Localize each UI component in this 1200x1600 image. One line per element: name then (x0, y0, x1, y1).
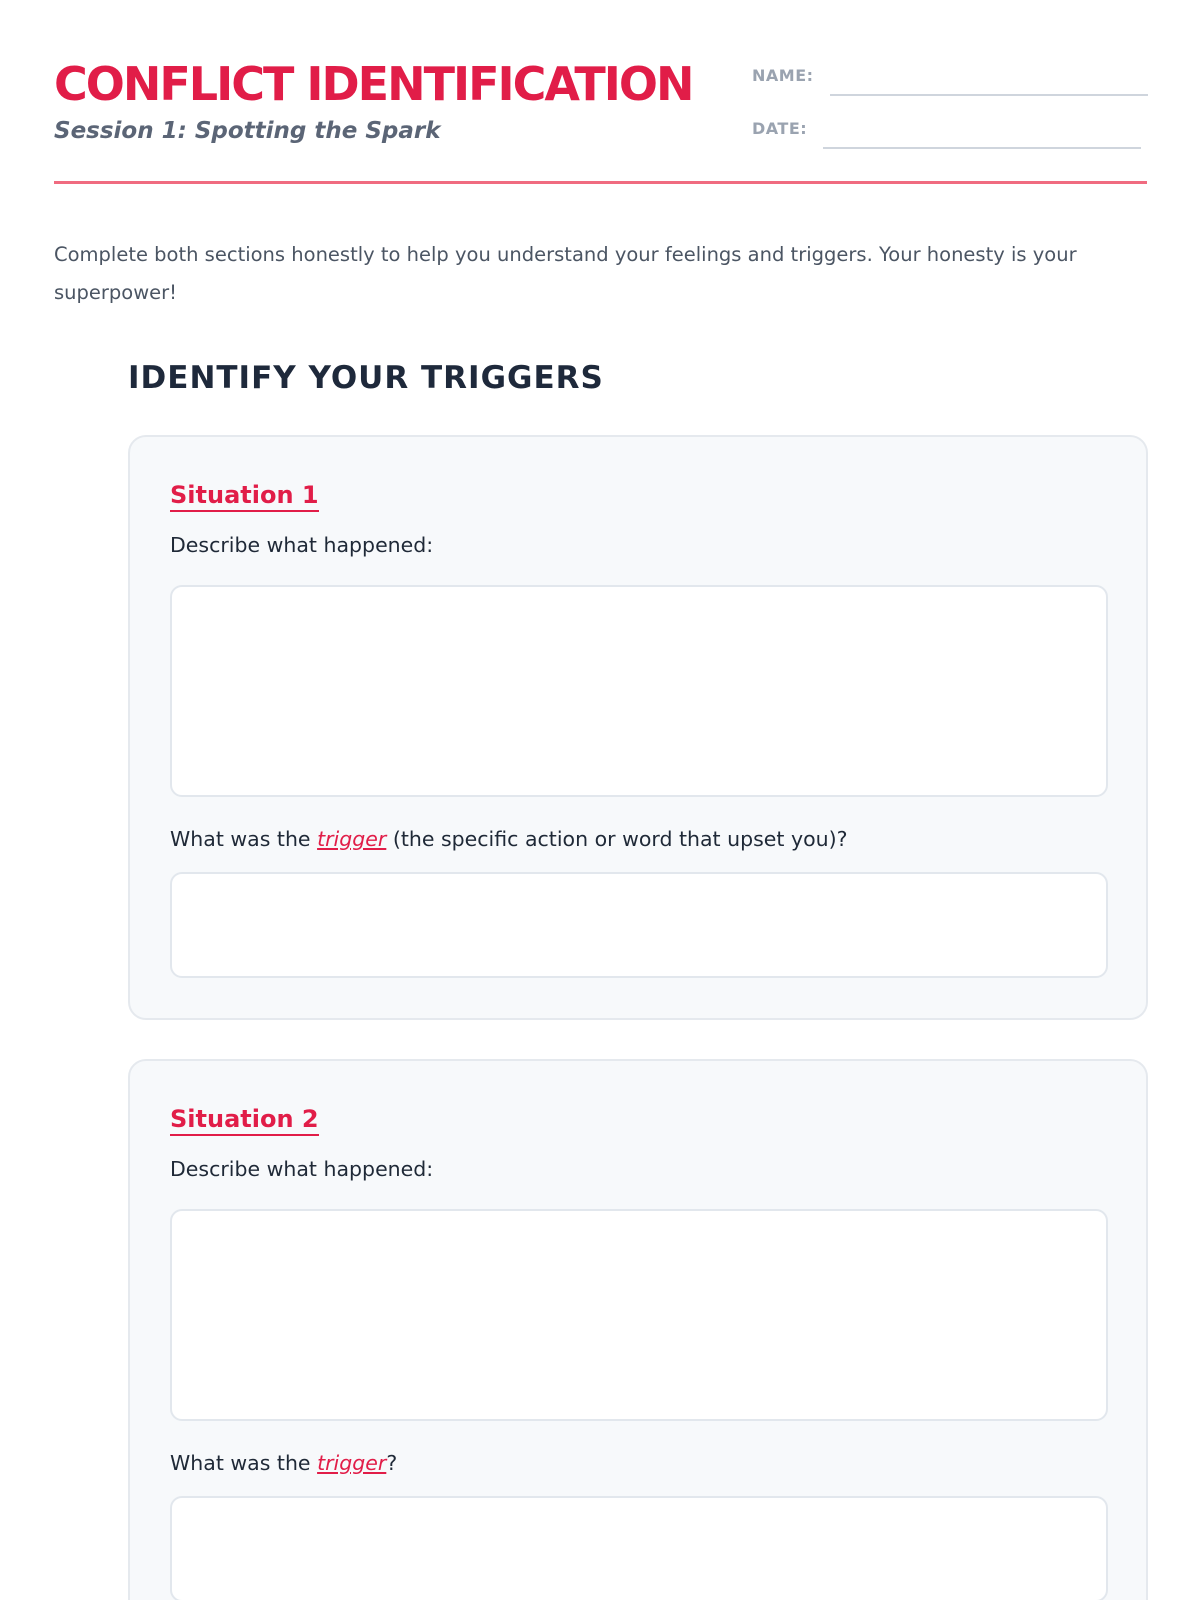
describe-answer-box[interactable] (170, 1209, 1108, 1421)
name-label: NAME: (752, 66, 814, 85)
situation-title: Situation 2 (170, 1104, 319, 1136)
describe-prompt: Describe what happened: (170, 533, 434, 557)
trigger-term: trigger (317, 1451, 387, 1475)
trigger-term: trigger (317, 827, 387, 851)
trigger-prompt-prefix: What was the (170, 827, 318, 851)
worksheet-header (54, 56, 1147, 184)
trigger-prompt-suffix: (the specific action or word that upset you)? (386, 827, 848, 851)
intro-text: Complete both sections honestly to help you understand your feelings and triggers. Your honesty is your superpower! (54, 243, 1077, 304)
describe-answer-box[interactable] (170, 585, 1108, 797)
trigger-prompt (170, 827, 848, 851)
trigger-prompt-prefix: What was the (170, 1451, 318, 1475)
situation-title: Situation 1 (170, 480, 319, 512)
page-title: CONFLICT IDENTIFICATION (54, 57, 693, 111)
date-label: DATE: (752, 119, 808, 138)
section-title: IDENTIFY YOUR TRIGGERS (128, 360, 604, 396)
trigger-prompt-suffix: ? (386, 1451, 398, 1475)
date-field-line[interactable] (823, 147, 1141, 149)
trigger-answer-box[interactable] (170, 872, 1108, 978)
situation-card-2 (128, 1059, 1148, 1600)
name-field-line[interactable] (830, 94, 1148, 96)
page-subtitle: Session 1: Spotting the Spark (54, 118, 441, 144)
situation-card-1 (128, 435, 1148, 1020)
trigger-answer-box[interactable] (170, 1496, 1108, 1600)
describe-prompt: Describe what happened: (170, 1157, 434, 1181)
trigger-prompt (170, 1451, 397, 1475)
